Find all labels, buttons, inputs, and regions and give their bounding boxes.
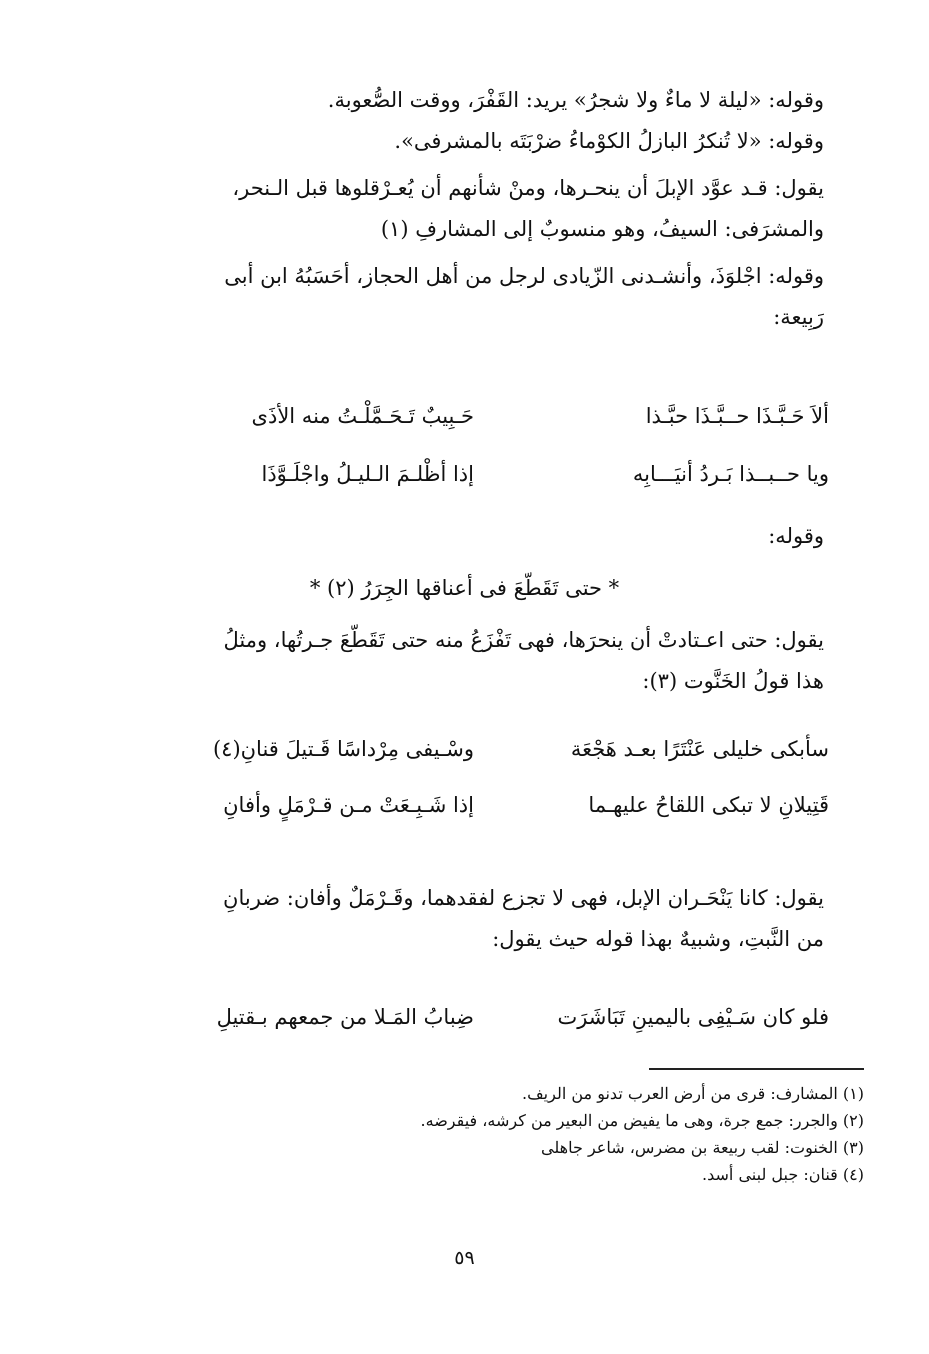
text-line: يقول: كانا يَنْحَـران الإبل، فهى لا تجزع لفقدهما، وقَـرْمَلٌ وأفان: ضربانِ (223, 886, 824, 910)
text-line: يقول: قـد عوَّد الإبلَ أن ينحـرها، ومنْ شأنهم أن يُعـرْقلوها قبل الـنحر، (232, 176, 824, 200)
qawluhu-line (94, 516, 824, 557)
text-line: يقول: حتى اعـتادتْ أن ينحرَها، فهى تَفْزَعُ منه حتى تَقَطّعَ جـرتُها، ومثلُ (223, 628, 824, 652)
footnote: (٤) قنان: جبل لبنى أسد. (702, 1165, 864, 1184)
paragraph-hatta-itadat (94, 620, 824, 702)
opening-text (94, 80, 824, 338)
paragraph-qawluhu-laylah (94, 80, 824, 121)
verse-first-hemistich: فلو كان سَـيْفِى باليمينِ تَبَاشَرَت (557, 1005, 829, 1029)
text-line: رَبِيعة: (773, 305, 824, 329)
paragraph-yaqulu-ibil (94, 168, 824, 250)
page-number: ٥٩ (454, 1247, 475, 1269)
hemistich-line: * حتى تَقَطّعَ فى أعناقها الجِرَرُ (٢) * (309, 576, 620, 600)
text-line: وقوله: اجْلوَذَ، وأنشـدنى الزّيادى لرجل من أهل الحجاز، أحَسَبُهُ ابن أبى (224, 264, 824, 288)
footnote-divider (649, 1068, 864, 1070)
footnote: (٣) الخنوت: لقب ربيعة بن مضرس، شاعر جاهلى (541, 1138, 864, 1157)
text-line: والمشرَفى: السيفُ، وهو منسوبٌ إلى المشارفِ (١) (380, 217, 824, 241)
verse-second-hemistich: وسْـيفى مِرْداسًا قَـتيلَ قنانِ(٤) (212, 737, 474, 761)
verse-second-hemistich: ضِبابُ المَـلا من جمعهم بـقتيلِ (216, 1005, 474, 1029)
verse-line (169, 396, 829, 436)
paragraph-kana-yanharan (94, 878, 824, 960)
text-line: وقوله: «ليلة لا ماءٌ ولا شجرُ» يريد: القَفْرَ، ووقت الصُّعوبة. (327, 88, 824, 112)
text-line: وقوله: «لا تُنكرُ البازلُ الكوْماءُ ضرْبَتَه بالمشرفى». (394, 129, 824, 153)
verse-first-hemistich: قَتِيلانِ لا تبكى اللقاحُ عليهـما (588, 793, 829, 817)
text-line: من النَّبتِ، وشبيهٌ بهذا قوله حيث يقول: (492, 927, 824, 951)
footnotes (104, 1080, 864, 1188)
footnote: (١) المشارف: قرى من أرض العرب تدنو من الريف. (522, 1084, 864, 1103)
verse-second-hemistich: حَـبِيبٌ تَـحَـمَّلْـتُ منه الأذَى (251, 404, 474, 428)
verse-second-hemistich: إذا أظْلـمَ الـليـلُ واجْلَـوَّذَا (261, 462, 474, 486)
paragraph-ijlawadha (94, 256, 824, 338)
verse-first-hemistich: ألاَ حَـبَّـذَا حــبَّـذَا حبَّـذا (645, 404, 829, 428)
footnote: (٢) والجرر: جمع جرة، وهى ما يفيض من البعير من كرشه، فيقرضه. (420, 1111, 864, 1130)
verse-first-hemistich: ويا حــبــذا بَـردُ أنيَـــابِه (632, 462, 829, 486)
verse-line (169, 997, 829, 1037)
paragraph-qawluhu-bazil (94, 121, 824, 162)
verse-line (169, 729, 829, 769)
verse-line (169, 454, 829, 494)
verse-line (169, 785, 829, 825)
text-line: وقوله: (768, 524, 824, 548)
verse-second-hemistich: إذا شَـبِـعَتْ مـن قـرْمَلٍ وأفانِ (223, 793, 474, 817)
verse-first-hemistich: سأبكى خليلى عَنْتَرًا بعـد هَجْعَة (570, 737, 829, 761)
text-line: هذا قولُ الخَنَّوت (٣): (642, 669, 824, 693)
